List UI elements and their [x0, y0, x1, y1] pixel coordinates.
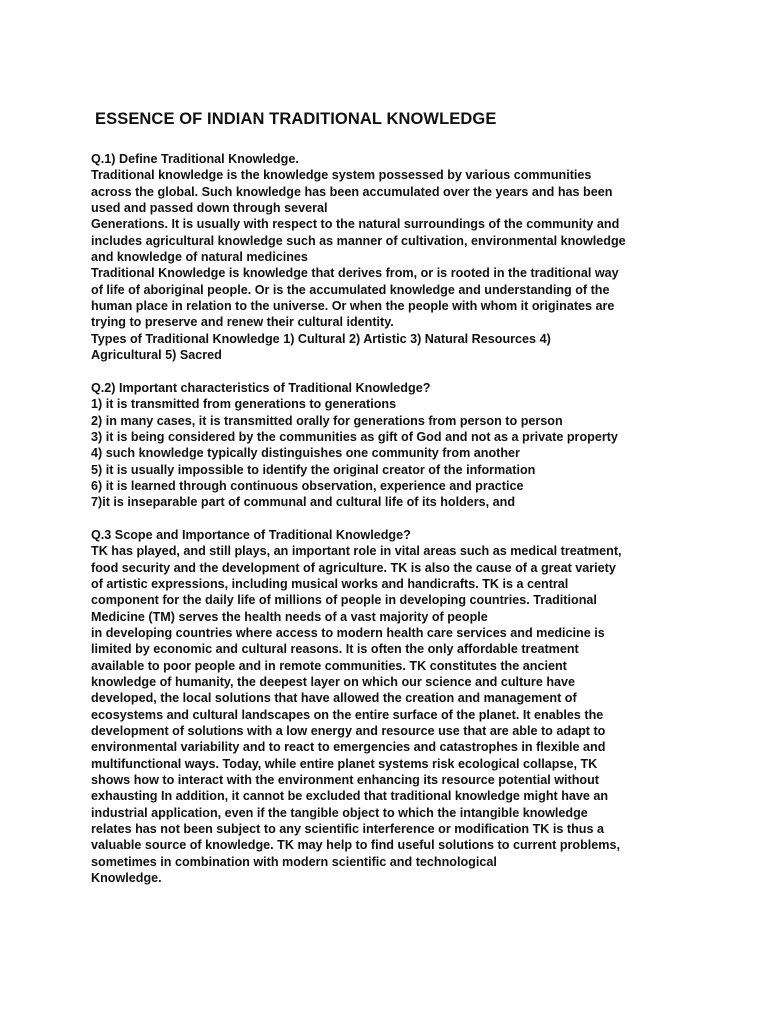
q1-line: human place in relation to the universe. Or when the people with whom it originates are [91, 299, 615, 314]
q2-line: 6) it is learned through continuous observation, experience and practice [91, 478, 524, 493]
paragraph-spacer [91, 363, 691, 379]
q3-line: valuable source of knowledge. TK may help to find useful solutions to current problems, [91, 838, 621, 853]
q1-line: across the global. Such knowledge has been accumulated over the years and has been [91, 184, 613, 199]
q1-line: Traditional Knowledge is knowledge that derives from, or is rooted in the traditional way [91, 266, 619, 281]
q1-line: of life of aboriginal people. Or is the accumulated knowledge and understanding of the [91, 282, 610, 297]
q1-line: Generations. It is usually with respect to the natural surroundings of the community and [91, 217, 620, 232]
q3-line: Knowledge. [91, 871, 162, 886]
q2-heading: Q.2) Important characteristics of Traditional Knowledge? [91, 380, 431, 395]
document-title: ESSENCE OF INDIAN TRADITIONAL KNOWLEDGE [95, 110, 497, 128]
q3-line: limited by economic and cultural reasons. It is often the only affordable treatment [91, 642, 579, 657]
q3-line: development of solutions with a low energy and resource use that are able to adapt to [91, 724, 606, 739]
q2-line: 3) it is being considered by the communities as gift of God and not as a private property [91, 429, 618, 444]
q3-line: Medicine (TM) serves the health needs of a vast majority of people [91, 609, 488, 624]
q3-line: component for the daily life of millions of people in developing countries. Traditional [91, 593, 597, 608]
q3-line: sometimes in combination with modern scientific and technological [91, 854, 497, 869]
q2-line: 1) it is transmitted from generations to generations [91, 397, 397, 412]
q3-heading: Q.3 Scope and Importance of Traditional Knowledge? [91, 527, 411, 542]
q3-line: industrial application, even if the tangible object to which the intangible knowledge [91, 805, 588, 820]
q3-line: multifunctional ways. Today, while entire planet systems risk ecological collapse, TK [91, 756, 598, 771]
q1-line: trying to preserve and renew their cultural identity. [91, 315, 394, 330]
q2-line: 5) it is usually impossible to identify the original creator of the information [91, 462, 536, 477]
q1-line: and knowledge of natural medicines [91, 250, 308, 265]
q3-line: exhausting In addition, it cannot be excluded that traditional knowledge might have an [91, 789, 609, 804]
q3-line: ecosystems and cultural landscapes on the entire surface of the planet. It enables the [91, 707, 604, 722]
q3-line: knowledge of humanity, the deepest layer on which our science and culture have [91, 675, 576, 689]
q1-line: Agricultural 5) Sacred [91, 348, 222, 363]
q2-line: 2) in many cases, it is transmitted orally for generations from person to person [91, 413, 563, 428]
q3-line: environmental variability and to react to emergencies and catastrophes in flexible and [91, 740, 606, 755]
q3-line: food security and the development of agriculture. TK is also the cause of a great variety [91, 560, 616, 575]
q2-line: 7)it is inseparable part of communal and cultural life of its holders, and [91, 495, 516, 510]
q3-line: of artistic expressions, including musical works and handicrafts. TK is a central [91, 576, 569, 591]
q3-line: TK has played, and still plays, an important role in vital areas such as medical treatment, [91, 544, 622, 559]
q1-line: used and passed down through several [91, 201, 328, 216]
q3-line: in developing countries where access to modern health care services and medicine is [91, 625, 605, 640]
paragraph-spacer [91, 511, 691, 527]
q3-line: shows how to interact with the environment enhancing its resource potential without [91, 773, 599, 788]
q2-line: 4) such knowledge typically distinguishes one community from another [91, 446, 520, 461]
q3-line: relates has not been subject to any scientific interference or modification TK is thus a [91, 822, 604, 837]
document-body [91, 151, 691, 886]
q1-line: includes agricultural knowledge such as manner of cultivation, environmental knowledge [91, 233, 626, 248]
q1-heading: Q.1) Define Traditional Knowledge. [91, 152, 299, 166]
q1-line: Types of Traditional Knowledge 1) Cultural 2) Artistic 3) Natural Resources 4) [91, 331, 551, 346]
q3-line: available to poor people and in remote communities. TK constitutes the ancient [91, 658, 567, 673]
q3-line: developed, the local solutions that have allowed the creation and management of [91, 691, 577, 706]
q1-line: Traditional knowledge is the knowledge system possessed by various communities [91, 168, 592, 183]
